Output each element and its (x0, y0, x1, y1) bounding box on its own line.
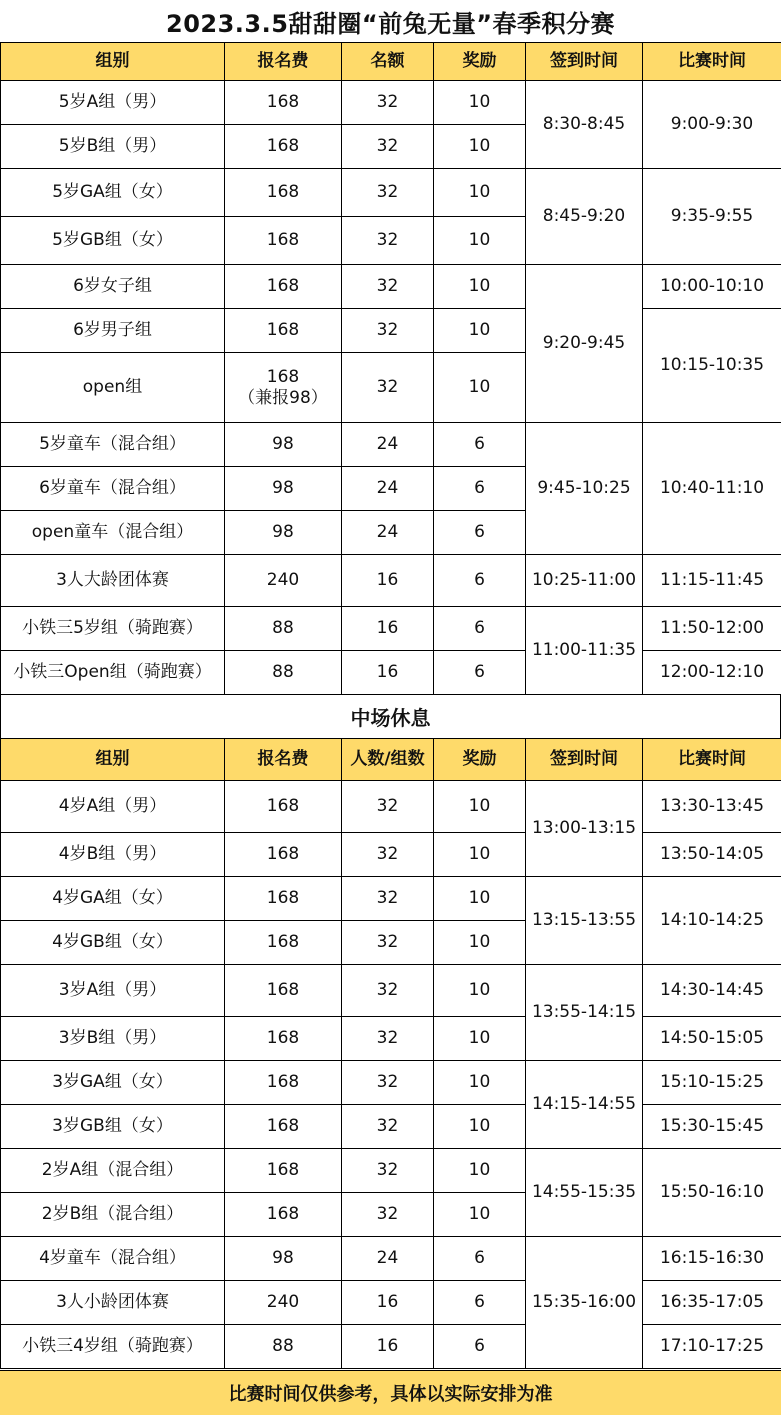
group-cell: 小铁三4岁组（骑跑赛） (1, 1325, 225, 1369)
quota-cell: 24 (342, 467, 434, 511)
checkin-cell: 13:00-13:15 (526, 781, 643, 877)
reward-cell: 10 (434, 125, 526, 169)
group-cell: 6岁男子组 (1, 309, 225, 353)
race-time-cell: 17:10-17:25 (643, 1325, 781, 1369)
quota-cell: 32 (342, 833, 434, 877)
reward-cell: 10 (434, 1193, 526, 1237)
fee-cell: 168 (225, 1105, 342, 1149)
reward-cell: 6 (434, 1237, 526, 1281)
group-cell: 3岁GA组（女） (1, 1061, 225, 1105)
quota-cell: 32 (342, 169, 434, 217)
table-row (1, 1061, 781, 1105)
footer-note: 比赛时间仅供参考，具体以实际安排为准 (0, 1370, 781, 1415)
header-group: 组别 (1, 43, 225, 81)
race-time-cell: 16:35-17:05 (643, 1281, 781, 1325)
checkin-cell: 10:25-11:00 (526, 555, 643, 607)
race-time-cell: 13:30-13:45 (643, 781, 781, 833)
checkin-cell: 8:30-8:45 (526, 81, 643, 169)
morning-schedule-table (0, 42, 781, 695)
race-time-cell: 10:00-10:10 (643, 265, 781, 309)
table-row (1, 1325, 781, 1369)
checkin-cell: 14:15-14:55 (526, 1061, 643, 1149)
fee-cell: 168 (225, 125, 342, 169)
table-row (1, 1105, 781, 1149)
race-time-cell: 16:15-16:30 (643, 1237, 781, 1281)
fee-value: 168 (225, 367, 341, 387)
table-row (1, 1017, 781, 1061)
header-checkin: 签到时间 (526, 739, 643, 781)
fee-cell: 88 (225, 651, 342, 695)
table-row (1, 651, 781, 695)
fee-cell: 168 (225, 309, 342, 353)
group-cell: 3岁B组（男） (1, 1017, 225, 1061)
checkin-cell: 13:15-13:55 (526, 877, 643, 965)
quota-cell: 32 (342, 81, 434, 125)
quota-cell: 32 (342, 353, 434, 423)
checkin-cell: 8:45-9:20 (526, 169, 643, 265)
race-time-cell: 11:50-12:00 (643, 607, 781, 651)
quota-cell: 32 (342, 1193, 434, 1237)
race-time-cell: 13:50-14:05 (643, 833, 781, 877)
header-quota: 人数/组数 (342, 739, 434, 781)
quota-cell: 32 (342, 1149, 434, 1193)
fee-cell: 168 (225, 1017, 342, 1061)
reward-cell: 10 (434, 353, 526, 423)
group-cell: 5岁A组（男） (1, 81, 225, 125)
group-cell: 小铁三5岁组（骑跑赛） (1, 607, 225, 651)
race-time-cell: 9:35-9:55 (643, 169, 781, 265)
reward-cell: 6 (434, 1325, 526, 1369)
header-fee: 报名费 (225, 739, 342, 781)
quota-cell: 16 (342, 607, 434, 651)
group-cell: 4岁GB组（女） (1, 921, 225, 965)
reward-cell: 10 (434, 81, 526, 125)
reward-cell: 10 (434, 169, 526, 217)
fee-cell: 168 (225, 781, 342, 833)
fee-cell: 240 (225, 555, 342, 607)
group-cell: 6岁童车（混合组） (1, 467, 225, 511)
fee-cell: 168 (225, 921, 342, 965)
group-cell: 小铁三Open组（骑跑赛） (1, 651, 225, 695)
reward-cell: 6 (434, 423, 526, 467)
fee-cell: 168 (225, 877, 342, 921)
quota-cell: 32 (342, 265, 434, 309)
group-cell: 6岁女子组 (1, 265, 225, 309)
table-row (1, 607, 781, 651)
reward-cell: 10 (434, 877, 526, 921)
quota-cell: 24 (342, 423, 434, 467)
intermission-label: 中场休息 (0, 694, 781, 738)
fee-cell: 168 (225, 1149, 342, 1193)
race-time-cell: 14:10-14:25 (643, 877, 781, 965)
quota-cell: 32 (342, 1061, 434, 1105)
table-row (1, 555, 781, 607)
group-cell: open组 (1, 353, 225, 423)
header-race-time: 比赛时间 (643, 43, 781, 81)
afternoon-schedule-table (0, 738, 781, 1369)
race-time-cell: 12:00-12:10 (643, 651, 781, 695)
header-reward: 奖励 (434, 739, 526, 781)
race-time-cell: 10:40-11:10 (643, 423, 781, 555)
group-cell: 3人大龄团体赛 (1, 555, 225, 607)
table-row (1, 81, 781, 125)
table-row (1, 309, 781, 353)
race-time-cell: 9:00-9:30 (643, 81, 781, 169)
reward-cell: 6 (434, 651, 526, 695)
table-header-row (1, 739, 781, 781)
reward-cell: 10 (434, 921, 526, 965)
table-row (1, 781, 781, 833)
group-cell: 5岁童车（混合组） (1, 423, 225, 467)
reward-cell: 10 (434, 1061, 526, 1105)
group-cell: 2岁B组（混合组） (1, 1193, 225, 1237)
group-cell: 3岁A组（男） (1, 965, 225, 1017)
reward-cell: 10 (434, 1105, 526, 1149)
fee-cell: 98 (225, 511, 342, 555)
fee-cell: 168 (225, 169, 342, 217)
table-row (1, 833, 781, 877)
group-cell: 3岁GB组（女） (1, 1105, 225, 1149)
quota-cell: 24 (342, 511, 434, 555)
race-time-cell: 11:15-11:45 (643, 555, 781, 607)
quota-cell: 32 (342, 125, 434, 169)
race-time-cell: 14:50-15:05 (643, 1017, 781, 1061)
header-checkin: 签到时间 (526, 43, 643, 81)
fee-cell: 88 (225, 1325, 342, 1369)
quota-cell: 32 (342, 781, 434, 833)
reward-cell: 10 (434, 1017, 526, 1061)
quota-cell: 32 (342, 921, 434, 965)
table-row (1, 1149, 781, 1193)
reward-cell: 6 (434, 555, 526, 607)
page-title: 2023.3.5甜甜圈“前兔无量”春季积分赛 (0, 0, 781, 43)
group-cell: 4岁B组（男） (1, 833, 225, 877)
group-cell: 4岁A组（男） (1, 781, 225, 833)
quota-cell: 32 (342, 309, 434, 353)
reward-cell: 10 (434, 217, 526, 265)
group-cell: 4岁GA组（女） (1, 877, 225, 921)
reward-cell: 10 (434, 309, 526, 353)
fee-cell: 168 (225, 265, 342, 309)
fee-cell: 168 (225, 1061, 342, 1105)
group-cell: 2岁A组（混合组） (1, 1149, 225, 1193)
race-time-cell: 10:15-10:35 (643, 309, 781, 423)
reward-cell: 10 (434, 965, 526, 1017)
table-row (1, 1237, 781, 1281)
header-fee: 报名费 (225, 43, 342, 81)
quota-cell: 32 (342, 217, 434, 265)
fee-cell: 98 (225, 1237, 342, 1281)
quota-cell: 32 (342, 1105, 434, 1149)
reward-cell: 6 (434, 511, 526, 555)
table-row (1, 265, 781, 309)
table-header-row (1, 43, 781, 81)
fee-cell: 168 (225, 217, 342, 265)
header-group: 组别 (1, 739, 225, 781)
fee-note: （兼报98） (225, 388, 341, 408)
reward-cell: 10 (434, 781, 526, 833)
group-cell: 5岁GA组（女） (1, 169, 225, 217)
reward-cell: 6 (434, 607, 526, 651)
header-race-time: 比赛时间 (643, 739, 781, 781)
fee-cell: 88 (225, 607, 342, 651)
race-time-cell: 15:10-15:25 (643, 1061, 781, 1105)
checkin-cell: 15:35-16:00 (526, 1237, 643, 1369)
quota-cell: 32 (342, 877, 434, 921)
table-row (1, 1281, 781, 1325)
fee-cell (225, 353, 342, 423)
checkin-cell: 11:00-11:35 (526, 607, 643, 695)
fee-cell: 168 (225, 833, 342, 877)
fee-cell: 168 (225, 1193, 342, 1237)
fee-cell: 98 (225, 467, 342, 511)
group-cell: 4岁童车（混合组） (1, 1237, 225, 1281)
header-reward: 奖励 (434, 43, 526, 81)
fee-cell: 168 (225, 81, 342, 125)
checkin-cell: 13:55-14:15 (526, 965, 643, 1061)
fee-cell: 240 (225, 1281, 342, 1325)
group-cell: 5岁B组（男） (1, 125, 225, 169)
header-quota: 名额 (342, 43, 434, 81)
checkin-cell: 9:20-9:45 (526, 265, 643, 423)
fee-cell: 98 (225, 423, 342, 467)
reward-cell: 10 (434, 265, 526, 309)
quota-cell: 32 (342, 1017, 434, 1061)
checkin-cell: 14:55-15:35 (526, 1149, 643, 1237)
race-time-cell: 15:30-15:45 (643, 1105, 781, 1149)
race-time-cell: 15:50-16:10 (643, 1149, 781, 1237)
reward-cell: 6 (434, 467, 526, 511)
group-cell: 3人小龄团体赛 (1, 1281, 225, 1325)
table-row (1, 423, 781, 467)
reward-cell: 10 (434, 1149, 526, 1193)
group-cell: open童车（混合组） (1, 511, 225, 555)
table-row (1, 169, 781, 217)
group-cell: 5岁GB组（女） (1, 217, 225, 265)
quota-cell: 16 (342, 1325, 434, 1369)
quota-cell: 16 (342, 1281, 434, 1325)
quota-cell: 16 (342, 555, 434, 607)
checkin-cell: 9:45-10:25 (526, 423, 643, 555)
reward-cell: 10 (434, 833, 526, 877)
reward-cell: 6 (434, 1281, 526, 1325)
table-row (1, 877, 781, 921)
race-time-cell: 14:30-14:45 (643, 965, 781, 1017)
quota-cell: 24 (342, 1237, 434, 1281)
quota-cell: 16 (342, 651, 434, 695)
table-row (1, 965, 781, 1017)
quota-cell: 32 (342, 965, 434, 1017)
fee-cell: 168 (225, 965, 342, 1017)
